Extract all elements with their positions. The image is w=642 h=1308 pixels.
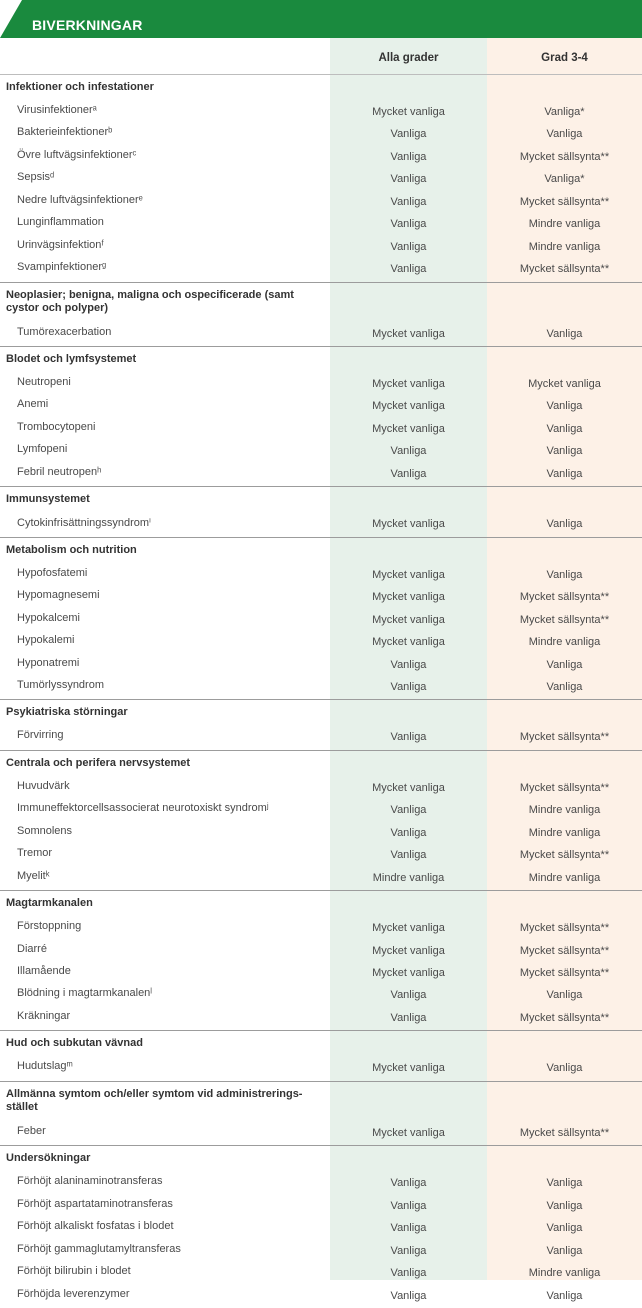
reaction-name: Förhöjt aspartataminotransferas xyxy=(17,1197,173,1210)
reaction-name: Blödning i magtarmkanalenˡ xyxy=(17,987,153,1000)
frequency-grade-3-4: Mycket sällsynta** xyxy=(519,781,610,794)
frequency-all-grades: Mycket vanliga xyxy=(372,922,445,935)
reaction-name: Anemi xyxy=(17,398,49,411)
frequency-all-grades: Vanliga xyxy=(390,826,427,839)
table-row xyxy=(0,725,642,747)
section xyxy=(0,1030,642,1081)
frequency-all-grades: Mycket vanliga xyxy=(372,591,445,604)
frequency-grade-3-4: Vanliga xyxy=(546,1244,583,1257)
table-row xyxy=(0,1239,642,1261)
frequency-grade-3-4: Mindre vanliga xyxy=(528,804,601,817)
reaction-name: Hyponatremi xyxy=(17,656,80,669)
frequency-all-grades: Mycket vanliga xyxy=(372,568,445,581)
table-row xyxy=(0,1056,642,1078)
reaction-name: Förhöjt alaninaminotransferas xyxy=(17,1175,163,1188)
reaction-name: Lymfopeni xyxy=(17,443,68,456)
reaction-name: Huvudvärk xyxy=(17,779,70,792)
table-row xyxy=(0,939,642,961)
frequency-all-grades: Mycket vanliga xyxy=(372,327,445,340)
reaction-name: Förhöjt bilirubin i blodet xyxy=(17,1265,131,1278)
section-banner xyxy=(0,0,642,38)
reaction-name: Neutropeni xyxy=(17,376,71,389)
section xyxy=(0,537,642,701)
frequency-grade-3-4: Vanliga xyxy=(546,445,583,458)
frequency-all-grades: Vanliga xyxy=(390,1267,427,1280)
frequency-grade-3-4: Vanliga xyxy=(546,1222,583,1235)
frequency-grade-3-4: Mycket sällsynta** xyxy=(519,1126,610,1139)
frequency-all-grades: Vanliga xyxy=(390,1011,427,1024)
frequency-all-grades: Vanliga xyxy=(390,218,427,231)
header-all-grades: Alla grader xyxy=(378,52,439,64)
reaction-name: Förvirring xyxy=(17,729,64,742)
table-row xyxy=(0,866,642,888)
banner-title: BIVERKNINGAR xyxy=(32,17,143,33)
table-row xyxy=(0,821,642,843)
frequency-grade-3-4: Mycket sällsynta** xyxy=(519,944,610,957)
frequency-all-grades: Vanliga xyxy=(390,128,427,141)
table-row xyxy=(0,1171,642,1193)
frequency-all-grades: Mycket vanliga xyxy=(372,967,445,980)
frequency-grade-3-4: Mycket sällsynta** xyxy=(519,967,610,980)
table-row xyxy=(0,630,642,652)
frequency-grade-3-4: Vanliga xyxy=(546,1289,583,1302)
reaction-name: Hudutslagᵐ xyxy=(17,1060,73,1073)
reaction-name: Hypofosfatemi xyxy=(17,566,88,579)
frequency-all-grades: Mindre vanliga xyxy=(372,871,445,884)
reaction-name: Förstoppning xyxy=(17,920,82,933)
section xyxy=(0,74,642,283)
reaction-name: Tumörexacerbation xyxy=(17,325,112,338)
frequency-grade-3-4: Vanliga xyxy=(546,1199,583,1212)
frequency-grade-3-4: Mycket sällsynta** xyxy=(519,731,610,744)
frequency-grade-3-4: Vanliga* xyxy=(544,173,585,186)
table-row xyxy=(0,394,642,416)
frequency-all-grades: Vanliga xyxy=(390,445,427,458)
frequency-all-grades: Vanliga xyxy=(390,150,427,163)
frequency-all-grades: Vanliga xyxy=(390,467,427,480)
frequency-all-grades: Mycket vanliga xyxy=(372,781,445,794)
frequency-grade-3-4: Mindre vanliga xyxy=(528,826,601,839)
frequency-all-grades: Vanliga xyxy=(390,731,427,744)
reaction-name: Förhöjt alkaliskt fosfatas i blodet xyxy=(17,1220,174,1233)
table-row xyxy=(0,798,642,820)
table-row xyxy=(0,257,642,279)
frequency-all-grades: Vanliga xyxy=(390,804,427,817)
frequency-all-grades: Mycket vanliga xyxy=(372,518,445,531)
reaction-name: Feber xyxy=(17,1124,46,1137)
frequency-grade-3-4: Vanliga xyxy=(546,400,583,413)
table-row xyxy=(0,983,642,1005)
frequency-all-grades: Mycket vanliga xyxy=(372,378,445,391)
frequency-all-grades: Vanliga xyxy=(390,195,427,208)
table-row xyxy=(0,961,642,983)
frequency-all-grades: Vanliga xyxy=(390,173,427,186)
section-title: Immunsystemet xyxy=(6,493,90,506)
frequency-grade-3-4: Vanliga xyxy=(546,1062,583,1075)
reaction-name: Urinvägsinfektionᶠ xyxy=(17,238,104,251)
reaction-name: Diarré xyxy=(17,942,47,955)
table-row xyxy=(0,843,642,865)
frequency-all-grades: Mycket vanliga xyxy=(372,1126,445,1139)
frequency-grade-3-4: Mycket sällsynta** xyxy=(519,150,610,163)
section-title: Undersökningar xyxy=(6,1152,91,1165)
section xyxy=(0,1081,642,1146)
frequency-grade-3-4: Vanliga xyxy=(546,568,583,581)
section xyxy=(0,890,642,1031)
frequency-grade-3-4: Vanliga xyxy=(546,989,583,1002)
reaction-name: Förhöjda leverenzymer xyxy=(17,1287,130,1300)
reaction-name: Somnolens xyxy=(17,824,73,837)
table-row xyxy=(0,122,642,144)
table-row xyxy=(0,563,642,585)
table-row xyxy=(0,145,642,167)
table-row xyxy=(0,1121,642,1143)
frequency-grade-3-4: Mycket sällsynta** xyxy=(519,195,610,208)
frequency-all-grades: Vanliga xyxy=(390,658,427,671)
frequency-grade-3-4: Mindre vanliga xyxy=(528,1267,601,1280)
reaction-name: Hypokalemi xyxy=(17,634,75,647)
reaction-name: Övre luftvägsinfektionerᶜ xyxy=(17,148,137,161)
frequency-grade-3-4: Mycket sällsynta** xyxy=(519,922,610,935)
table-row xyxy=(0,512,642,534)
table-row xyxy=(0,1216,642,1238)
reaction-name: Cytokinfrisättningssyndromⁱ xyxy=(17,517,152,530)
frequency-all-grades: Mycket vanliga xyxy=(372,106,445,118)
table-row xyxy=(0,608,642,630)
table-row xyxy=(0,417,642,439)
reaction-name: Nedre luftvägsinfektionerᵉ xyxy=(17,193,143,206)
table-row xyxy=(0,776,642,798)
table-row xyxy=(0,1194,642,1216)
section xyxy=(0,750,642,891)
reaction-name: Febril neutropenʰ xyxy=(17,465,102,478)
frequency-grade-3-4: Vanliga xyxy=(546,518,583,531)
frequency-grade-3-4: Mycket sällsynta** xyxy=(519,613,610,626)
frequency-grade-3-4: Vanliga xyxy=(546,422,583,435)
reaction-name: Lunginflammation xyxy=(17,216,104,229)
table-row xyxy=(0,212,642,234)
table-row xyxy=(0,675,642,697)
reaction-name: Sepsisᵈ xyxy=(17,171,55,184)
frequency-all-grades: Vanliga xyxy=(390,681,427,693)
table-row xyxy=(0,439,642,461)
frequency-all-grades: Vanliga xyxy=(390,1222,427,1235)
frequency-grade-3-4: Vanliga xyxy=(546,681,583,693)
frequency-grade-3-4: Vanliga xyxy=(546,327,583,340)
frequency-all-grades: Mycket vanliga xyxy=(372,1062,445,1075)
section xyxy=(0,1145,642,1308)
reaction-name: Kräkningar xyxy=(17,1009,71,1022)
frequency-grade-3-4: Vanliga xyxy=(546,467,583,480)
table-row xyxy=(0,585,642,607)
table-row xyxy=(0,190,642,212)
reaction-name: Förhöjt gammaglutamyltransferas xyxy=(17,1242,181,1255)
section-title: Allmänna symtom och/eller symtom vid administrerings-stället xyxy=(6,1087,303,1113)
frequency-all-grades: Mycket vanliga xyxy=(372,613,445,626)
frequency-all-grades: Mycket vanliga xyxy=(372,636,445,649)
table-row xyxy=(0,235,642,257)
table-row xyxy=(0,653,642,675)
frequency-grade-3-4: Mycket sällsynta** xyxy=(519,263,610,276)
section xyxy=(0,699,642,750)
section-title: Metabolism och nutrition xyxy=(6,543,137,556)
reaction-name: Virusinfektionerᵃ xyxy=(17,104,97,116)
frequency-grade-3-4: Vanliga xyxy=(546,658,583,671)
frequency-all-grades: Vanliga xyxy=(390,263,427,276)
frequency-all-grades: Vanliga xyxy=(390,1177,427,1190)
frequency-all-grades: Vanliga xyxy=(390,1199,427,1212)
adverse-reactions-table xyxy=(0,38,642,1302)
frequency-grade-3-4: Mycket sällsynta** xyxy=(519,591,610,604)
frequency-grade-3-4: Mindre vanliga xyxy=(528,218,601,231)
frequency-all-grades: Vanliga xyxy=(390,1244,427,1257)
section-title: Centrala och perifera nervsystemet xyxy=(6,756,191,769)
frequency-grade-3-4: Mindre vanliga xyxy=(528,871,601,884)
frequency-all-grades: Mycket vanliga xyxy=(372,400,445,413)
reaction-name: Hypomagnesemi xyxy=(17,589,100,602)
frequency-all-grades: Vanliga xyxy=(390,989,427,1002)
frequency-grade-3-4: Vanliga xyxy=(546,1177,583,1190)
reaction-name: Immuneffektorcellsassocierat neurotoxiskt syndromʲ xyxy=(17,802,269,815)
section-title: Magtarmkanalen xyxy=(6,897,93,910)
frequency-all-grades: Vanliga xyxy=(390,849,427,862)
frequency-grade-3-4: Mycket vanliga xyxy=(528,378,601,391)
reaction-name: Hypokalcemi xyxy=(17,611,80,624)
table-row xyxy=(0,322,642,344)
frequency-all-grades: Mycket vanliga xyxy=(372,944,445,957)
section xyxy=(0,282,642,347)
frequency-all-grades: Mycket vanliga xyxy=(372,422,445,435)
section xyxy=(0,486,642,537)
reaction-name: Svampinfektionerᵍ xyxy=(17,261,107,274)
table-row xyxy=(0,167,642,189)
frequency-grade-3-4: Vanliga xyxy=(546,128,583,141)
frequency-grade-3-4: Mindre vanliga xyxy=(528,240,601,253)
section-title: Infektioner och infestationer xyxy=(6,81,154,93)
reaction-name: Illamående xyxy=(17,965,71,978)
frequency-all-grades: Vanliga xyxy=(390,1289,427,1302)
table-row xyxy=(0,100,642,122)
reaction-name: Bakterieinfektionerᵇ xyxy=(17,126,113,139)
reaction-name: Tremor xyxy=(17,847,53,860)
table-row xyxy=(0,372,642,394)
header-grade-3-4: Grad 3-4 xyxy=(541,52,588,64)
table-header xyxy=(0,38,642,75)
frequency-grade-3-4: Mycket sällsynta** xyxy=(519,1011,610,1024)
section-title: Psykiatriska störningar xyxy=(6,706,128,719)
frequency-grade-3-4: Vanliga* xyxy=(544,106,585,118)
section xyxy=(0,346,642,487)
frequency-all-grades: Vanliga xyxy=(390,240,427,253)
frequency-grade-3-4: Mindre vanliga xyxy=(528,636,601,649)
section-title: Blodet och lymfsystemet xyxy=(6,353,137,366)
section-title: Neoplasier; benigna, maligna och ospecificerade (samt cystor och polyper) xyxy=(6,288,294,314)
frequency-grade-3-4: Mycket sällsynta** xyxy=(519,849,610,862)
section-title: Hud och subkutan vävnad xyxy=(6,1037,143,1050)
table-row xyxy=(0,462,642,484)
reaction-name: Myelitᵏ xyxy=(17,869,50,882)
table-row xyxy=(0,1284,642,1306)
table-row xyxy=(0,1006,642,1028)
table-row xyxy=(0,916,642,938)
reaction-name: Tumörlyssyndrom xyxy=(17,679,104,691)
reaction-name: Trombocytopeni xyxy=(17,420,96,433)
